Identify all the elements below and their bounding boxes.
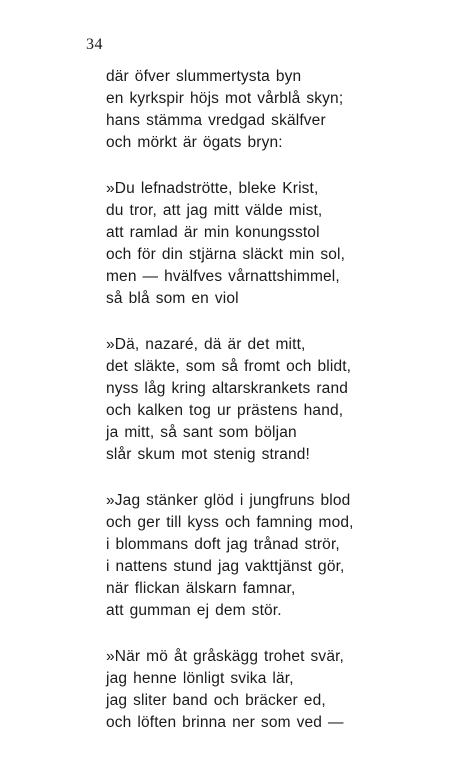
poem-line: och löften brinna ner som ved — [106,714,344,731]
poem-line: men — hvälfves vårnattshimmel, [106,268,340,285]
stanza-3 [106,334,406,466]
poem-line: »När mö åt gråskägg trohet svär, [106,648,345,665]
poem-line: ja mitt, så sant som böljan [106,424,297,441]
poem-line: »Du lefnadströtte, bleke Krist, [106,180,319,197]
poem-line: i blommans doft jag trånad strör, [106,536,340,553]
poem-line: och kalken tog ur prästens hand, [106,402,344,419]
poem-line: en kyrkspir höjs mot vårblå skyn; [106,90,344,107]
poem-line: där öfver slummertysta byn [106,68,302,85]
poem-line: att gumman ej dem stör. [106,602,282,619]
poem-line: jag sliter band och bräcker ed, [106,692,326,709]
stanza-5 [106,646,406,734]
poem-line: jag henne lönligt svika lär, [106,670,294,687]
poem-line: nyss låg kring altarskrankets rand [106,380,348,397]
poem-line: hans stämma vredgad skälfver [106,112,326,129]
poem-line: det släkte, som så fromt och blidt, [106,358,352,375]
poem-line: och för din stjärna släckt min sol, [106,246,346,263]
stanza-2 [106,178,406,310]
page-number: 34 [86,36,103,53]
poem-line: att ramlad är min konungsstol [106,224,320,241]
stanza-1 [106,66,406,154]
poem-line: »Dä, nazaré, dä är det mitt, [106,336,306,353]
stanza-4 [106,490,406,622]
poem [106,66,406,758]
poem-line: »Jag stänker glöd i jungfruns blod [106,492,351,509]
poem-line: så blå som en viol [106,290,239,307]
poem-line: och mörkt är ögats bryn: [106,134,283,151]
poem-line: du tror, att jag mitt välde mist, [106,202,323,219]
poem-line: i nattens stund jag vakttjänst gör, [106,558,345,575]
poem-line: när flickan älskarn famnar, [106,580,296,597]
poem-line: och ger till kyss och famning mod, [106,514,354,531]
poem-line: slår skum mot stenig strand! [106,446,311,463]
